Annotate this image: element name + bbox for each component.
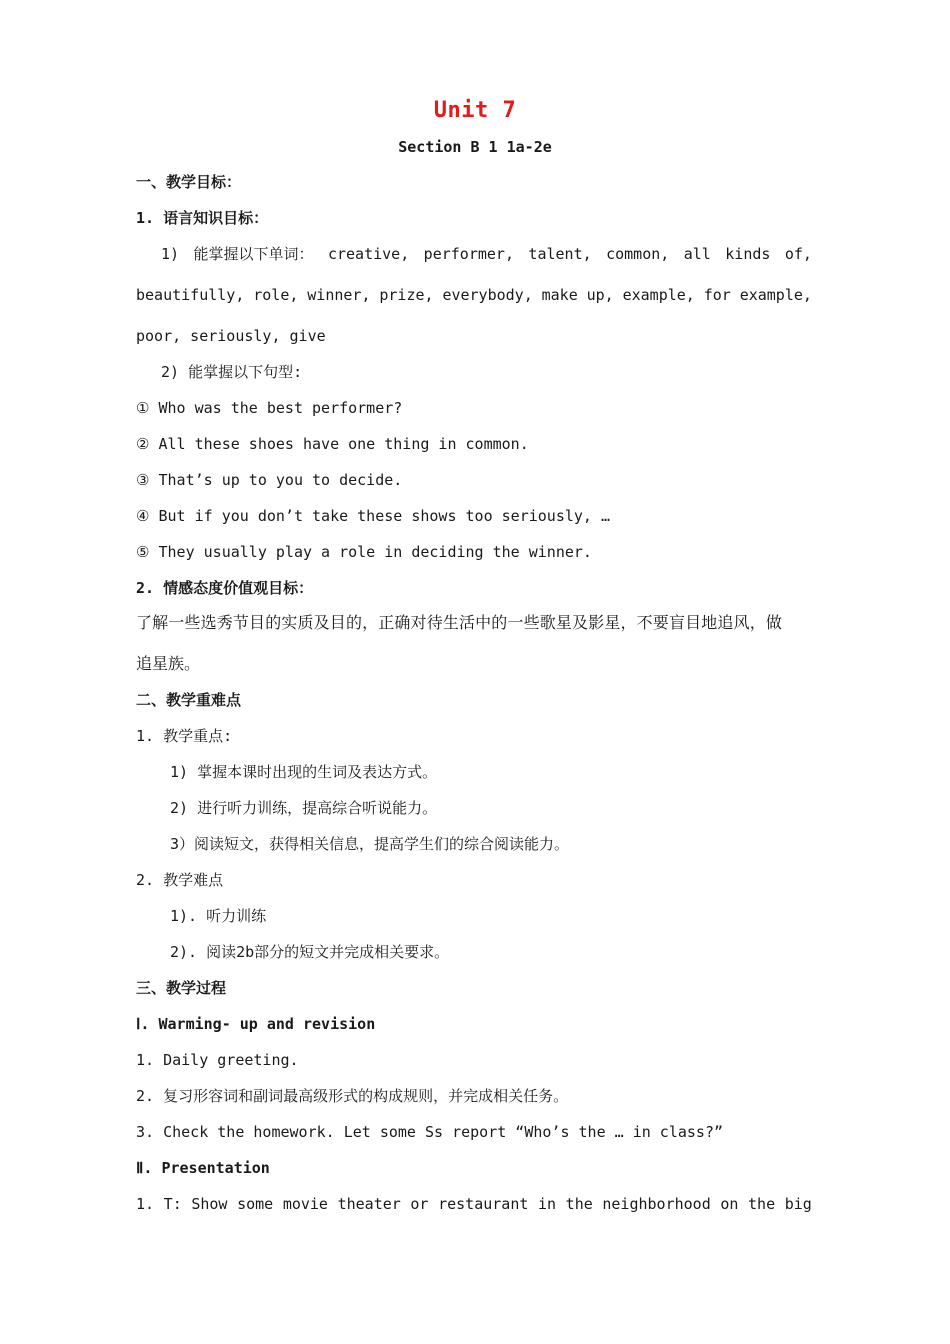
key-point-item: 2) 进行听力训练，提高综合听说能力。: [170, 799, 438, 817]
difficult-points-label: 2. 教学难点: [136, 871, 224, 889]
part-2-line-1: 1. T: Show some movie theater or restaurant in the neighborhood on the big: [136, 1195, 812, 1213]
page-title: Unit 7: [433, 98, 517, 123]
difficult-point-item: 2). 阅读2b部分的短文并完成相关要求。: [170, 943, 450, 961]
sentence-item: ② All these shoes have one thing in common.: [136, 435, 529, 453]
sentence-item: ④ But if you don’t take these shows too seriously, …: [136, 507, 611, 525]
attitude-text-line-2: 追星族。: [136, 654, 201, 673]
section-2-heading: 二、教学重难点: [136, 691, 242, 709]
difficult-point-item: 1). 听力训练: [170, 907, 267, 925]
sentence-item: ③ That’s up to you to decide.: [136, 471, 403, 489]
section-3-heading: 三、教学过程: [136, 979, 227, 997]
sentence-item: ① Who was the best performer?: [136, 399, 403, 417]
vocab-line-3: poor, seriously, give: [136, 327, 326, 345]
attitude-text-line-1: 了解一些选秀节目的实质及目的，正确对待生活中的一些歌星及影星，不要盲目地追风，做: [136, 613, 783, 632]
sentence-item: ⑤ They usually play a role in deciding the winner.: [136, 543, 592, 561]
section-1-heading: 一、教学目标：: [136, 173, 242, 191]
sentence-patterns-label: 2) 能掌握以下句型:: [161, 363, 303, 381]
part-1-item: 2. 复习形容词和副词最高级形式的构成规则，并完成相关任务。: [136, 1087, 569, 1105]
key-points-label: 1. 教学重点:: [136, 727, 233, 745]
part-1-item: 1. Daily greeting.: [136, 1051, 299, 1069]
part-2-heading: Ⅱ. Presentation: [136, 1159, 270, 1177]
vocab-line-2: beautifully, role, winner, prize, everybody, make up, example, for example,: [136, 286, 812, 304]
key-point-item: 1) 掌握本课时出现的生词及表达方式。: [170, 763, 438, 781]
subsection-attitude-goals: 2. 情感态度价值观目标：: [136, 579, 314, 597]
page-subtitle: Section B 1 1a-2e: [398, 138, 552, 156]
part-1-item: 3. Check the homework. Let some Ss report “Who’s the … in class?”: [136, 1123, 723, 1141]
subsection-language-goals: 1. 语言知识目标：: [136, 209, 269, 227]
vocab-line-1: 1) 能掌握以下单词： creative, performer, talent, common, all kinds of,: [161, 245, 812, 263]
key-point-item: 3）阅读短文，获得相关信息，提高学生们的综合阅读能力。: [170, 835, 570, 853]
part-1-heading: Ⅰ. Warming- up and revision: [136, 1015, 376, 1033]
